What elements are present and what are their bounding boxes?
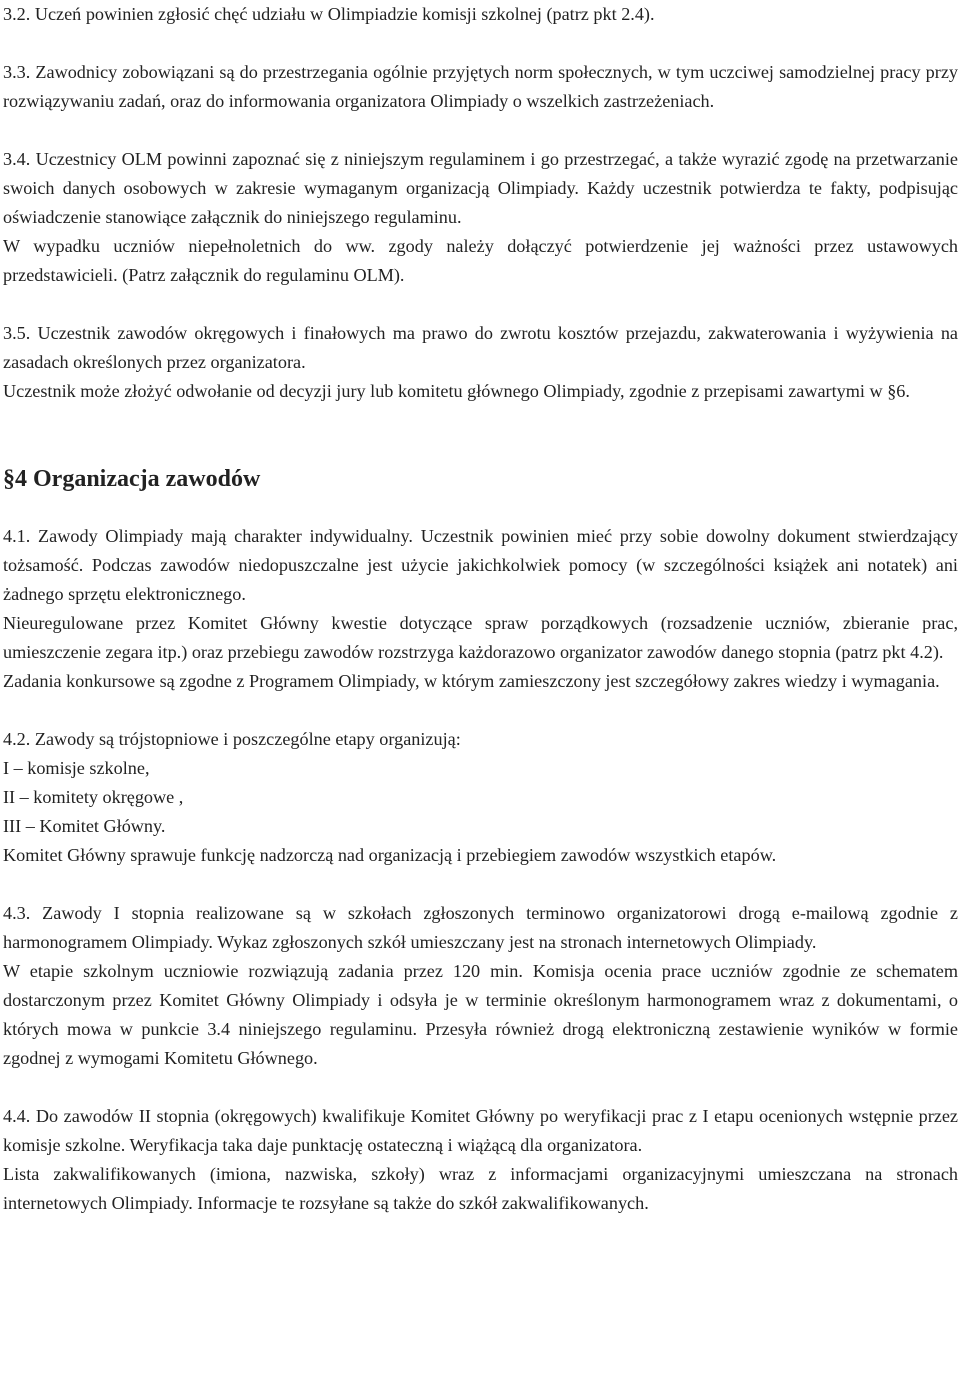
paragraph-3-2: 3.2. Uczeń powinien zgłosić chęć udziału w Olimpiadzie komisji szkolnej (patrz pkt 2.4). [3, 4, 655, 24]
paragraph-4-4: 4.4. Do zawodów II stopnia (okręgowych) kwalifikuje Komitet Główny po weryfikacji prac z I etapu ocenionych wstępnie przez komisje szkolne. Weryfikacja taka daje punktację ostateczną i wiążącą dla organizatora. [3, 1106, 958, 1155]
paragraph-3-5-appeal: Uczestnik może złożyć odwołanie od decyzji jury lub komitetu głównego Olimpiady, zgodnie z przepisami zawartymi w §6. [3, 381, 910, 401]
paragraph-4-4-list: Lista zakwalifikowanych (imiona, nazwiska, szkoły) wraz z informacjami organizacyjnymi umieszczana na stronach internetowych Olimpiady. Informacje te rozsyłane są także do szkół zakwalifikowanych. [3, 1164, 958, 1213]
section-heading-4: §4 Organizacja zawodów [3, 466, 261, 492]
paragraph-4-1: 4.1. Zawody Olimpiady mają charakter indywidualny. Uczestnik powinien mieć przy sobie dowolny dokument stwierdzający tożsamość. Podczas zawodów niedopuszczalne jest użycie jakichkolwiek pomocy (w szczególności książek ani notatek) ani żadnego sprzętu elektronicznego. [3, 526, 958, 604]
spacer [3, 435, 958, 464]
list-item-stage-3: III – Komitet Główny. [3, 816, 166, 836]
paragraph-3-4-guardians: W wypadku uczniów niepełnoletnich do ww. zgody należy dołączyć potwierdzenie jej ważności przez ustawowych przedstawicieli. (Patrz załącznik do regulaminu OLM). [3, 236, 958, 285]
paragraph-3-3: 3.3. Zawodnicy zobowiązani są do przestrzegania ogólnie przyjętych norm społecznych, w tym uczciwej samodzielnej pracy przy rozwiązywaniu zadań, oraz do informowania organizatora Olimpiady o wszelkich zastrzeżeniach. [3, 62, 958, 111]
paragraph-4-3: 4.3. Zawody I stopnia realizowane są w szkołach zgłoszonych terminowo organizatorowi drogą e-mailową zgodnie z harmonogramem Olimpiady. Wykaz zgłoszonych szkół umieszczany jest na stronach internetowych Olimpiady. [3, 903, 958, 952]
paragraph-4-2: 4.2. Zawody są trójstopniowe i poszczególne etapy organizują: [3, 729, 461, 749]
paragraph-4-1-program: Zadania konkursowe są zgodne z Programem Olimpiady, w którym zamieszczony jest szczegółowy zakres wiedzy i wymagania. [3, 671, 940, 691]
list-item-stage-1: I – komisje szkolne, [3, 758, 150, 778]
paragraph-4-3-school-stage: W etapie szkolnym uczniowie rozwiązują zadania przez 120 min. Komisja ocenia prace uczniów zgodnie ze schematem dostarczonym przez Komitet Główny Olimpiady i odsyła je w terminie określonym harmonogramem wraz z dokumentami, o których mowa w punkcie 3.4 niniejszego regulaminu. Przesyła również drogą elektroniczną zestawienie wyników w formie zgodnej z wymogami Komitetu Głównego. [3, 961, 958, 1068]
paragraph-3-4: 3.4. Uczestnicy OLM powinni zapoznać się z niniejszym regulaminem i go przestrzegać, a także wyrazić zgodę na przetwarzanie swoich danych osobowych w zakresie wymaganym organizacją Olimpiady. Każdy uczestnik potwierdza te fakty, podpisując oświadczenie stanowiące załącznik do niniejszego regulaminu. [3, 149, 958, 227]
paragraph-3-5: 3.5. Uczestnik zawodów okręgowych i finałowych ma prawo do zwrotu kosztów przejazdu, zakwaterowania i wyżywienia na zasadach określonych przez organizatora. [3, 323, 958, 372]
document-page [3, 0, 958, 1218]
list-item-stage-2: II – komitety okręgowe , [3, 787, 184, 807]
spacer [3, 494, 958, 522]
paragraph-4-2-supervision: Komitet Główny sprawuje funkcję nadzorczą nad organizacją i przebiegiem zawodów wszystkich etapów. [3, 845, 777, 865]
paragraph-4-1-order: Nieuregulowane przez Komitet Główny kwestie dotyczące spraw porządkowych (rozsadzenie uczniów, zbieranie prac, umieszczenie zegara itp.) oraz przebiegu zawodów rozstrzyga każdorazowo organizator zawodów danego stopnia (patrz pkt 4.2). [3, 613, 958, 662]
